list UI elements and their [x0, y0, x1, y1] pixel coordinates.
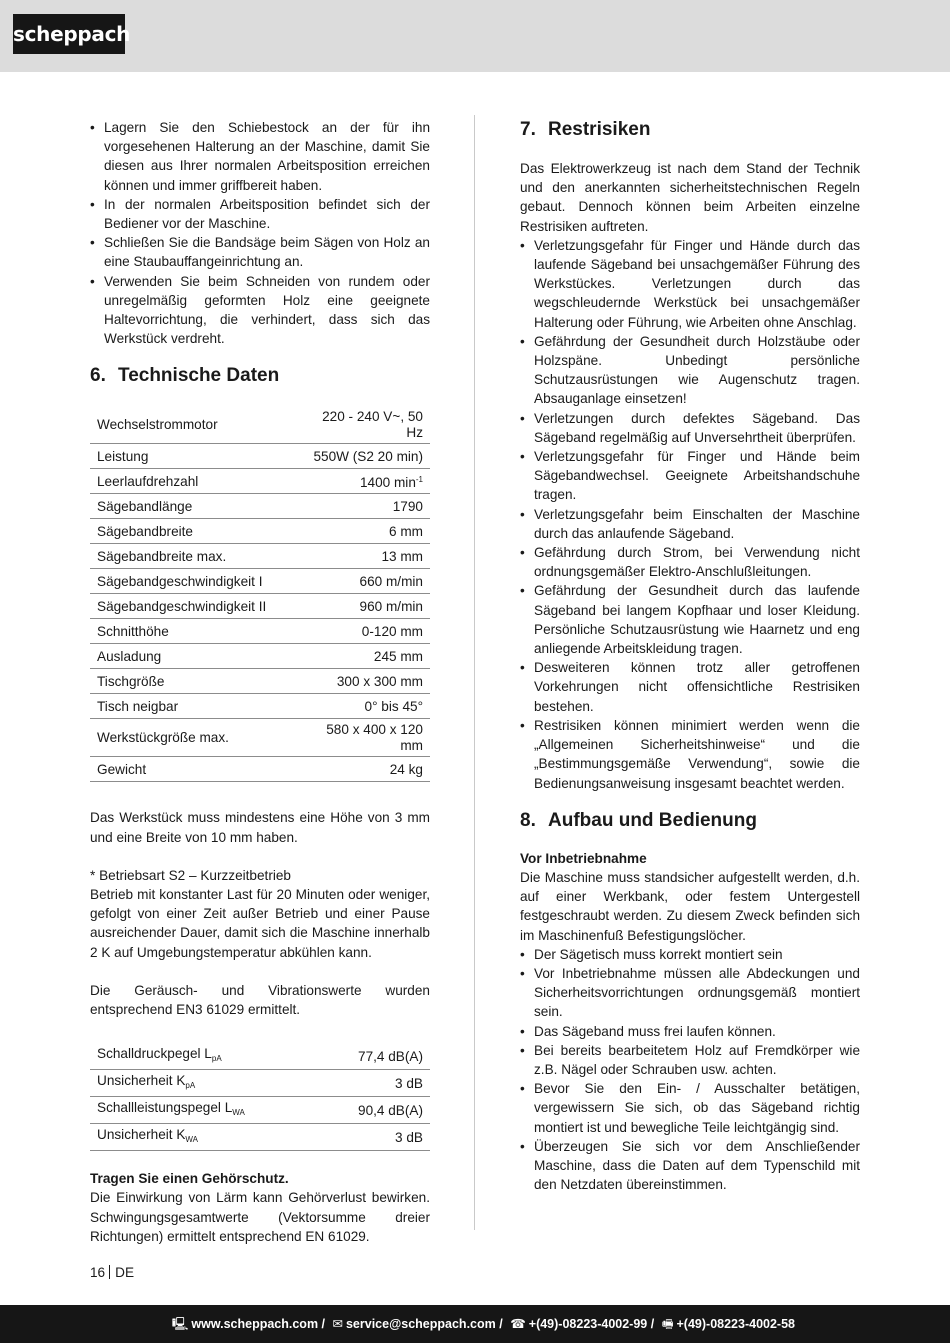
section-number: 8. — [520, 809, 536, 831]
section-number: 7. — [520, 119, 536, 140]
noise-values-table — [90, 1043, 430, 1151]
list-item: • Desweiteren können trotz aller getroffenen Vorkehrungen nicht offensichtliche Restrisiken bestehen. — [520, 658, 860, 716]
page-number-area — [90, 1265, 134, 1280]
list-item: • Verletzungsgefahr beim Einschalten der Maschine durch das anlaufende Sägeband. — [520, 505, 860, 543]
noise-label: Unsicherheit K — [97, 1127, 186, 1143]
noise-label: Schalldruckpegel L — [97, 1046, 212, 1062]
section-title: Aufbau und Bedienung — [548, 809, 757, 831]
spec-value: 220 - 240 V~, 50 Hz — [306, 406, 430, 444]
spec-value: 24 kg — [306, 757, 430, 782]
list-item: • Das Sägeband muss frei laufen können. — [520, 1022, 860, 1041]
s2-mode-title: * Betriebsart S2 – Kurzzeitbetrieb — [90, 867, 291, 883]
noise-value: 3 dB — [319, 1070, 431, 1097]
noise-label: Schallleistungspegel L — [97, 1100, 233, 1116]
setup-text: Die Maschine muss standsicher aufgestellt werden, d.h. auf einer Werkbank, oder festem Untergestell festgeschraubt werden. Zu diesem Zweck befinden sich im Maschinenfuß Befestigungslöcher. — [520, 869, 860, 943]
spec-value-cell — [306, 469, 430, 494]
section-7-heading — [520, 118, 860, 142]
phone-icon: ☎︎ — [510, 1317, 526, 1331]
noise-label-cell — [90, 1043, 319, 1070]
spec-value: 550W (S2 20 min) — [306, 444, 430, 469]
spec-value: 13 mm — [306, 544, 430, 569]
noise-label-subscript: WA — [232, 1108, 245, 1118]
list-item: • Gefährdung durch Strom, bei Verwendung nicht ordnungsgemäßer Elektro-Anschlußleitungen. — [520, 543, 860, 581]
section-title: Restrisiken — [548, 119, 651, 140]
table-row — [90, 644, 430, 669]
fax-icon: 🖷︎ — [661, 1317, 674, 1331]
table-row — [90, 444, 430, 469]
table-row — [90, 1124, 430, 1151]
spec-label: Sägebandgeschwindigkeit II — [90, 594, 306, 619]
list-item: • Schließen Sie die Bandsäge beim Sägen von Holz an eine Staubauffangeinrichtung an. — [90, 233, 430, 271]
table-row — [90, 519, 430, 544]
table-row — [90, 719, 430, 757]
list-item: • In der normalen Arbeitsposition befindet sich der Bediener vor der Maschine. — [90, 195, 430, 233]
spec-value: 1790 — [306, 494, 430, 519]
noise-label-cell — [90, 1124, 319, 1151]
list-item: • Lagern Sie den Schiebestock an der für ihn vorgesehenen Halterung an der Maschine, damit Sie diesen aus Ihrer normalen Arbeitsposition erreichen können und immer griffbereit haben. — [90, 118, 430, 195]
section-6-heading — [90, 364, 430, 388]
spec-label: Sägebandbreite max. — [90, 544, 306, 569]
section-number: 6. — [90, 365, 106, 387]
table-row — [90, 1043, 430, 1070]
noise-measurement-note: Die Geräusch- und Vibrationswerte wurden entsprechend EN3 61029 ermittelt. — [90, 982, 430, 1018]
spec-label: Leistung — [90, 444, 306, 469]
s2-mode-text: Betrieb mit konstanter Last für 20 Minuten oder weniger, gefolgt von einer Zeit außer Betrieb und einer Pause ausreichender Dauer, damit sich die Maschine innerhalb 2 K auf Umgebungstemperatur abkühlen kann. — [90, 887, 430, 960]
spec-value: 0-120 mm — [306, 619, 430, 644]
table-row — [90, 594, 430, 619]
page-separator — [109, 1265, 110, 1279]
subsection-title: Vor Inbetriebnahme — [520, 850, 647, 866]
noise-label-subscript: WA — [185, 1135, 198, 1145]
noise-label-subscript: pA — [211, 1054, 222, 1064]
list-item: • Überzeugen Sie sich vor dem Anschließender Maschine, dass die Daten auf dem Typenschild mit den Netzdaten übereinstimmen. — [520, 1137, 860, 1195]
left-column — [90, 118, 430, 1246]
spec-label: Tisch neigbar — [90, 694, 306, 719]
hearing-protection-text: Die Einwirkung von Lärm kann Gehörverlust bewirken. Schwingungsgesamtwerte (Vektorsumme dreier Richtungen) ermittelt entsprechend EN 61029. — [90, 1190, 430, 1244]
noise-value: 77,4 dB(A) — [319, 1043, 431, 1070]
table-row — [90, 669, 430, 694]
page-header — [0, 0, 950, 72]
contact-line — [172, 1305, 795, 1343]
spec-label: Ausladung — [90, 644, 306, 669]
spec-value: 580 x 400 x 120 mm — [306, 719, 430, 757]
spec-value: 1400 min — [359, 475, 416, 491]
email-link[interactable]: service@scheppach.com / — [345, 1317, 503, 1331]
spec-label: Leerlaufdrehzahl — [90, 469, 306, 494]
website-link[interactable]: www.scheppach.com / — [191, 1317, 326, 1331]
list-item: • Gefährdung der Gesundheit durch das laufende Sägeband bei langem Kopfhaar und loser Kleidung. Persönliche Schutzausrüstung wie Haarnetz und eng anliegende Arbeitskleidung tragen. — [520, 581, 860, 658]
table-row — [90, 1097, 430, 1124]
table-row — [90, 694, 430, 719]
section-8-heading — [520, 809, 860, 833]
contact-footer-bar — [0, 1305, 950, 1343]
spec-label: Tischgröße — [90, 669, 306, 694]
spec-label: Sägebandbreite — [90, 519, 306, 544]
setup-bullet-list — [520, 945, 860, 1195]
intro-bullet-list — [90, 118, 430, 348]
list-item: • Der Sägetisch muss korrekt montiert sein — [520, 945, 860, 964]
computer-icon: 🖳︎ — [171, 1317, 189, 1331]
spec-label: Schnitthöhe — [90, 619, 306, 644]
list-item: • Bevor Sie den Ein- / Ausschalter betätigen, vergewissern Sie sich, ob das Sägeband richtig montiert ist und bewegliche Teile leichtgängig sind. — [520, 1079, 860, 1137]
hearing-protection-title: Tragen Sie einen Gehörschutz. — [90, 1171, 289, 1187]
list-item: • Gefährdung der Gesundheit durch Holzstäube oder Holzspäne. Unbedingt persönliche Schutzausrüstungen wie Augenschutz tragen. Absauganlage einsetzen! — [520, 332, 860, 409]
section-title: Technische Daten — [118, 365, 280, 387]
list-item: • Verwenden Sie beim Schneiden von rundem oder unregelmäßig geformten Holz eine geeignete Haltevorrichtung, die verhindert, dass sich das Werkstück verdreht. — [90, 272, 430, 349]
language-code: DE — [115, 1265, 135, 1280]
spec-value: 660 m/min — [306, 569, 430, 594]
table-row — [90, 569, 430, 594]
scheppach-logo: scheppach — [13, 14, 125, 54]
list-item: • Vor Inbetriebnahme müssen alle Abdeckungen und Sicherheitsvorrichtungen ordnungsgemäß montiert sein. — [520, 964, 860, 1022]
noise-value: 3 dB — [319, 1124, 431, 1151]
spec-value: 245 mm — [306, 644, 430, 669]
noise-label-cell — [90, 1097, 319, 1124]
minimum-workpiece-note: Das Werkstück muss mindestens eine Höhe von 3 mm und eine Breite von 10 mm haben. — [90, 810, 430, 845]
table-row — [90, 544, 430, 569]
spec-label: Werkstückgröße max. — [90, 719, 306, 757]
list-item: • Verletzungsgefahr für Finger und Hände beim Sägebandwechsel. Geeignete Arbeitshandschuhe tragen. — [520, 447, 860, 505]
noise-value: 90,4 dB(A) — [319, 1097, 431, 1124]
residual-risks-intro: Das Elektrowerkzeug ist nach dem Stand der Technik und den anerkannten sicherheitstechnischen Regeln gebaut. Dennoch können beim Arbeiten einzelne Restrisiken auftreten. — [520, 161, 860, 234]
list-item: • Verletzungsgefahr für Finger und Hände durch das laufende Sägeband bei unsachgemäßer Führung des Werkstückes. Verletzungen durch das wegschleudernde Werkstück bei unsachgemäßer Halterung oder Führung, wie Arbeiten ohne Anschlag. — [520, 236, 860, 332]
spec-value: 0° bis 45° — [306, 694, 430, 719]
table-row — [90, 494, 430, 519]
residual-risks-list — [520, 236, 860, 793]
spec-value: 960 m/min — [306, 594, 430, 619]
list-item: • Restrisiken können minimiert werden wenn die „Allgemeinen Sicherheitshinweise“ und die „Bestimmungsgemäße Verwendung“, sowie die Bedienungsanweisung insgesamt beachtet werden. — [520, 716, 860, 793]
list-item: • Bei bereits bearbeitetem Holz auf Fremdkörper wie z.B. Nägel oder Schrauben usw. achten. — [520, 1041, 860, 1079]
spec-label: Wechselstrommotor — [90, 406, 306, 444]
noise-label: Unsicherheit K — [97, 1073, 186, 1089]
list-item: • Verletzungen durch defektes Sägeband. Das Sägeband regelmäßig auf Unversehrtheit überprüfen. — [520, 409, 860, 447]
spec-label: Gewicht — [90, 757, 306, 782]
table-row — [90, 406, 430, 444]
phone-number: +(49)-08223-4002-99 / — [528, 1317, 655, 1331]
technical-data-table — [90, 406, 430, 782]
spec-value: 6 mm — [306, 519, 430, 544]
spec-label: Sägebandlänge — [90, 494, 306, 519]
table-row — [90, 619, 430, 644]
right-column — [520, 118, 860, 1194]
spec-value-exponent: -1 — [415, 475, 423, 485]
table-row — [90, 469, 430, 494]
page-number: 16 — [90, 1265, 106, 1280]
spec-value: 300 x 300 mm — [306, 669, 430, 694]
fax-number: +(49)-08223-4002-58 — [676, 1317, 795, 1331]
table-row — [90, 1070, 430, 1097]
noise-label-cell — [90, 1070, 319, 1097]
spec-label: Sägebandgeschwindigkeit I — [90, 569, 306, 594]
mail-icon: ✉︎ — [332, 1317, 343, 1331]
noise-label-subscript: pA — [185, 1081, 196, 1091]
column-divider — [474, 115, 475, 1230]
table-row — [90, 757, 430, 782]
